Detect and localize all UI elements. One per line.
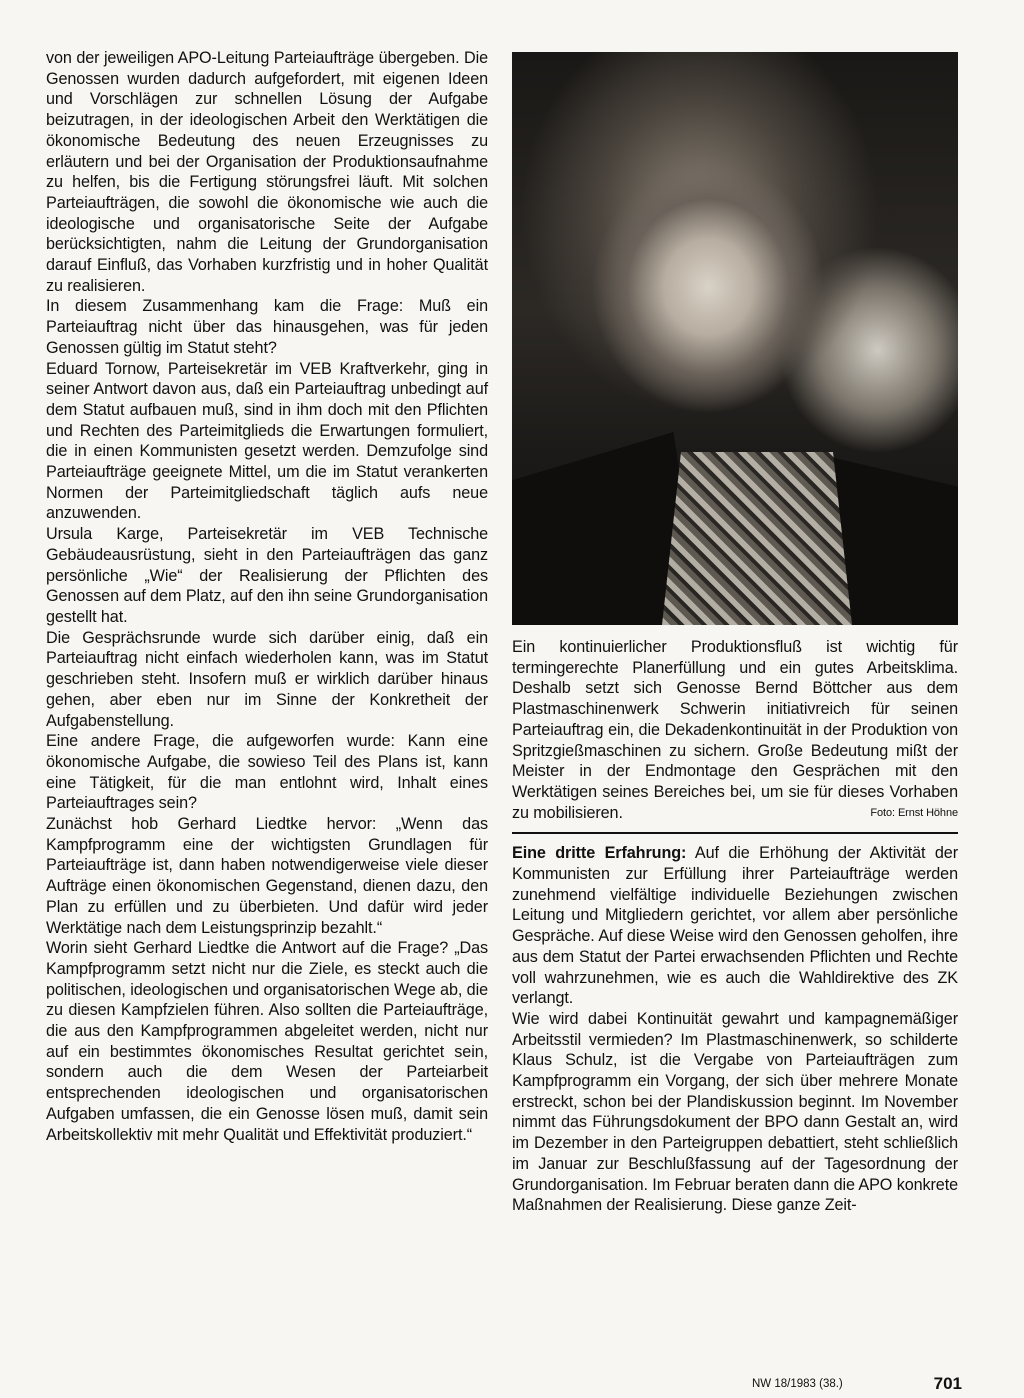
- right-column: [512, 52, 958, 1216]
- lead-text: Auf die Erhöhung der Aktivität der Kommunisten zur Erfüllung ihrer Parteiaufträge werden zunehmend vielfältige individuelle Beziehungen zwischen Leitung und Mitgliedern gerichtet, vor allem aber persönliche Gespräche. Auf diese Weise wird den Genossen geholfen, ihre aus dem Statut der Partei erwachsenden Pflichten und Rechte voll wahrzunehmen, wie es auch die Wahldirektive des ZK verlangt.: [512, 844, 958, 1008]
- left-column: [46, 48, 488, 1145]
- page-footer: [752, 1374, 962, 1394]
- paragraph: Wie wird dabei Kontinuität gewahrt und kampagnemäßiger Arbeitsstil vermieden? Im Plastmaschinenwerk, so schilderte Klaus Schulz, ist die Vergabe von Parteiaufträgen zum Kampfprogramm ein Vorgang, der sich über mehrere Monate erstreckt, schon bei der Plandiskussion beginnt. Im November nimmt das Führungsdokument der BPO dann Gestalt an, wird im Dezember in den Parteigruppen debattiert, steht schließlich im Januar zur Beschlußfassung auf der Tagesordnung der Grundorganisation. Im Februar beraten dann die APO konkrete Maßnahmen der Realisierung. Diese ganze Zeit-: [512, 1009, 958, 1215]
- photo-shape: [662, 452, 852, 625]
- journal-reference: NW 18/1983 (38.): [752, 1378, 843, 1390]
- caption-text: Ein kontinuierlicher Produktionsfluß ist wichtig für termingerechte Planerfüllung und ein gutes Arbeitsklima. Deshalb setzt sich Genosse Bernd Böttcher aus dem Plastmaschinenwerk Schwerin initiativreich für seinen Parteiauftrag ein, die Dekadenkontinuität in der Produktion von Spritzgießmaschinen zu sichern. Große Bedeutung mißt der Meister in der Endmontage den Gesprächen mit den Werktätigen seines Bereiches bei, um sie für dieses Vorhaben zu mobilisieren.: [512, 638, 958, 822]
- paragraph: von der jeweiligen APO-Leitung Parteiaufträge übergeben. Die Genossen wurden dadurch aufgefordert, mit eigenen Ideen und Vorschlägen zur schnellen Lösung der Aufgabe beizutragen, in der ideologischen Arbeit den Werktätigen die ökonomische Bedeutung des neuen Erzeugnisses zu erläutern und bei der Organisation der Produktionsaufnahme zu helfen, bis die Fertigung störungsfrei läuft. Mit solchen Parteiaufträgen, die sowohl die ökonomische wie auch die ideologische und organisatorische Seite der Aufgabe berücksichtigten, nahm die Leitung der Grundorganisation darauf Einfluß, das Vorhaben kurzfristig und in hoher Qualität zu realisieren.: [46, 49, 488, 295]
- photo-credit: Foto: Ernst Höhne: [870, 806, 958, 819]
- section-lead: Eine dritte Erfahrung:: [512, 844, 687, 863]
- page-number: 701: [933, 1374, 962, 1393]
- portrait-photo: [512, 52, 958, 625]
- paragraph: Eduard Tornow, Parteisekretär im VEB Kraftverkehr, ging in seiner Antwort davon aus, daß ein Parteiauftrag unbedingt auf dem Statut aufbauen muß, sind in ihm doch mit den Pflichten und Rechten des Parteimitglieds die Erwartungen formuliert, die in einen Kommunisten gesetzt werden. Demzufolge sind Parteiaufträge geeignete Mittel, um die im Statut verankerten Normen der Parteimitgliedschaft täglich aufs neue anzuwenden.: [46, 359, 488, 523]
- paragraph: Zunächst hob Gerhard Liedtke hervor: „Wenn das Kampfprogramm eine der wichtigsten Grundlagen für Parteiaufträge ist, dann haben notwendigerweise viele dieser Aufträge einen ökonomischen Gegenstand, dienen dazu, den Plan zu erfüllen und zu überbieten. Und dafür wird jeder Werktätige nach dem Leistungsprinzip bezahlt.“: [46, 815, 488, 937]
- photo-caption: [512, 637, 958, 823]
- paragraph: Die Gesprächsrunde wurde sich darüber einig, daß ein Parteiauftrag nicht einfach wiederholen kann, was im Statut geschrieben steht. Insofern muß er wirklich darüber hinaus gehen, aber eben nur im Sinne der Konkretheit der Aufgabenstellung.: [46, 628, 488, 730]
- paragraph: In diesem Zusammenhang kam die Frage: Muß ein Parteiauftrag nicht über das hinausgehen, was für jeden Genossen gültig im Statut steht?: [46, 297, 488, 357]
- paragraph: [512, 843, 958, 1009]
- divider: [512, 832, 958, 834]
- paragraph: Eine andere Frage, die aufgeworfen wurde: Kann eine ökonomische Aufgabe, die sowieso Teil des Plans ist, kann eine Tätigkeit, für die man entlohnt wird, Inhalt eines Parteiauftrages sein?: [46, 732, 488, 813]
- paragraph: Worin sieht Gerhard Liedtke die Antwort auf die Frage? „Das Kampfprogramm setzt nicht nur die Ziele, es steckt auch die politischen, ideologischen und organisatorischen Wege ab, die zu diesen Kampfzielen führen. Also sollten die Parteiaufträge, die aus den Kampfprogrammen abgeleitet werden, nicht nur auf ein bestimmtes ökonomisches Resultat gerichtet sein, sondern auch die dem Wesen der Parteiarbeit entsprechenden ideologischen und organisatorischen Aufgaben umfassen, die ein Genosse lösen muß, damit sein Arbeitskollektiv mit mehr Qualität und Effektivität produziert.“: [46, 939, 488, 1144]
- paragraph: Ursula Karge, Parteisekretär im VEB Technische Gebäudeausrüstung, sieht in den Parteiaufträgen das ganz persönliche „Wie“ der Realisierung der Pflichten des Genossen auf dem Platz, auf den ihn seine Grundorganisation gestellt hat.: [46, 525, 488, 626]
